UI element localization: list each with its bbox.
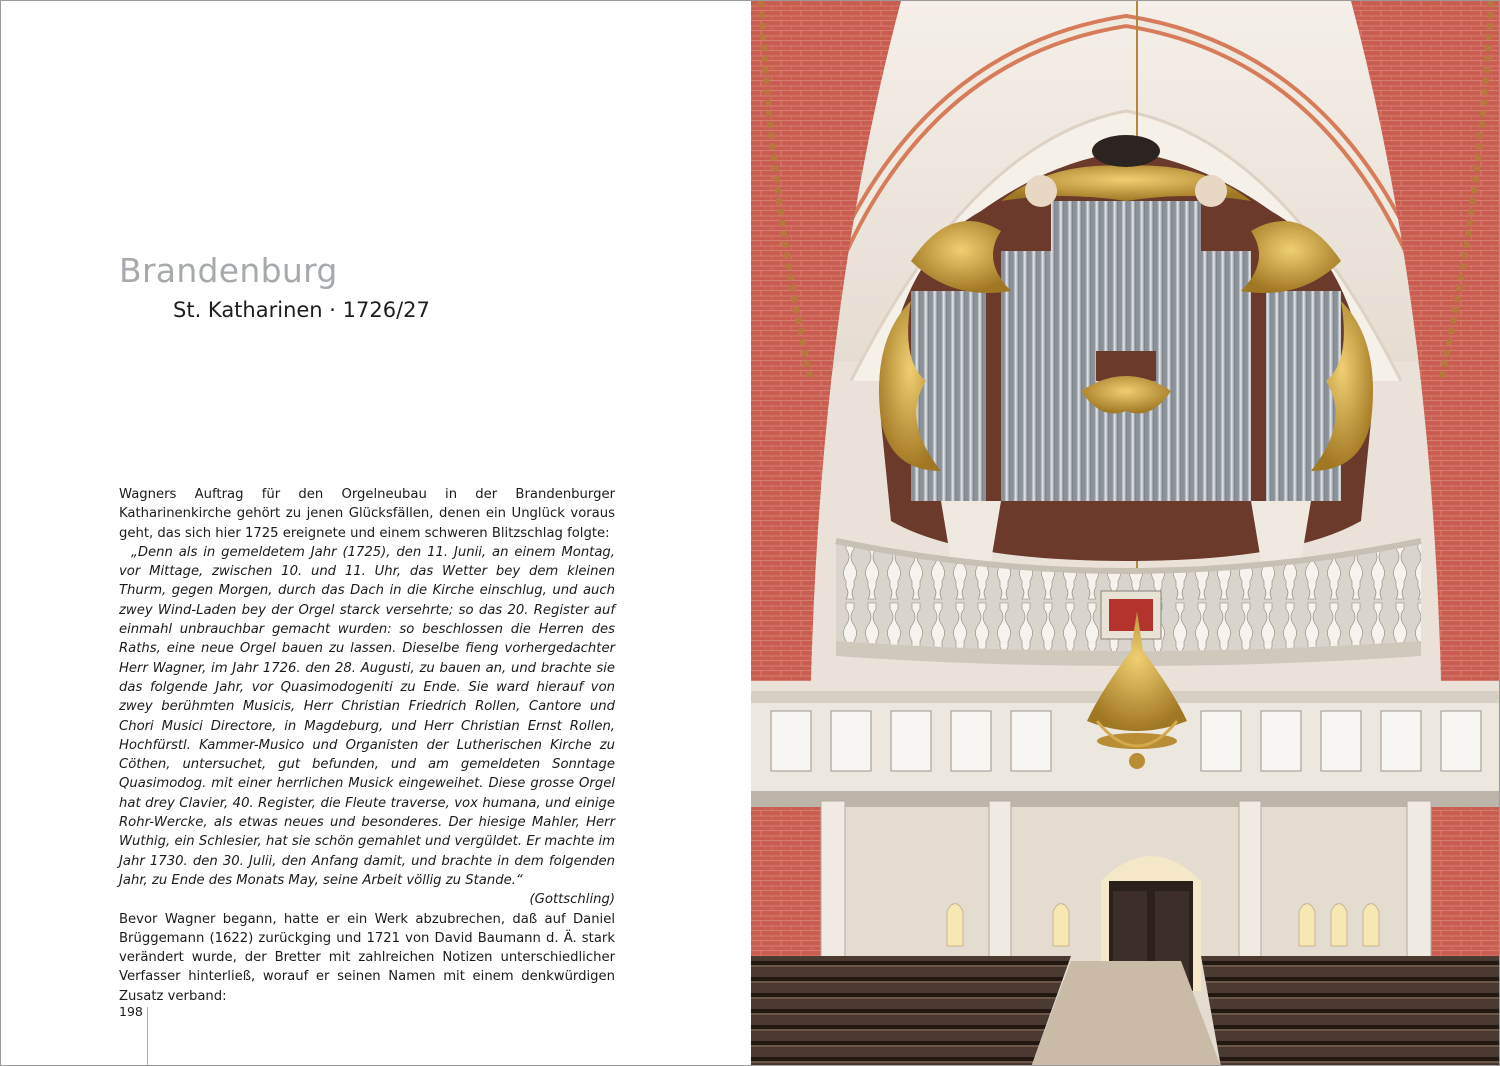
organ-photograph [751,1,1500,1066]
left-page [1,1,751,1066]
historical-quote: „Denn als in gemeldetem Jahr (1725), den 11. Junii, an einem Montag, vor Mittage, zwischen 10. und 11. Uhr, das Wetter bey dem kleinen Thurm, gegen Morgen, durch das Dach in die Kirche einschlug, und auch zwey Wind-Laden bey der Orgel starck versehrte; so das 20. Register auf einmahl unbrauchbar gemacht wurden: so beschlossen die Herren des Raths, eine neue Orgel bauen zu lassen. Dieselbe fieng vorhergedachter Herr Wagner, im Jahr 1726. den 28. Augusti, zu bauen an, und brachte sie das folgende Jahr, vor Quasimodogeniti zu Ende. Sie ward hierauf von zwey berühmten Musicis, Herr Christian Friedrich Rollen, Cantore und Chori Musici Directore, in Magdeburg, und Herr Christian Ernst Rollen, Hochfürstl. Kammer-Musico und Organisten der Lutherischen Kirche zu Cöthen, untersuchet, gut befunden, und am gemeldeten Sonntage Quasimodog. mit einer herrlichen Musick eingeweihet. Diese grosse Orgel hat drey Clavier, 40. Register, die Fleute traverse, vox humana, und einige Rohr-Wercke, als etwas neues und besonderes. Der hiesige Mahler, Herr Wuthig, ein Schlesier, hat sie schön gemahlet und vergüldet. Er machte im Jahr 1730. den 30. Julii, den Anfang damit, und brachte in dem folgenden Jahr, zu Ende des Monats May, seine Arbeit völlig zu Stande.“ [119,544,615,888]
page-rule [147,1007,148,1066]
intro-paragraph: Wagners Auftrag für den Orgelneubau in der Brandenburger Katharinenkirche gehört zu jenen Glücksfällen, denen ein Unglück voraus geht, das sich hier 1725 ereignete und einem schweren Blitzschlag folgte: [119,487,615,541]
quote-source: (Gottschling) [529,892,615,908]
closing-paragraph: Bevor Wagner begann, hatte er ein Werk abzubrechen, daß auf Daniel Brüggemann (1622) zurückging und 1721 von David Baumann d. Ä. stark verändert wurde, der Bretter mit zahlreichen Notizen unterschiedlicher Verfasser hinterließ, worauf er seinen Namen mit einem denkwürdigen Zusatz verband: [119,911,615,1004]
chapter-subtitle: St. Katharinen · 1726/27 [173,298,430,322]
body-text [119,485,615,1006]
page-number: 198 [119,1004,143,1019]
chapter-title: Brandenburg [119,251,338,290]
